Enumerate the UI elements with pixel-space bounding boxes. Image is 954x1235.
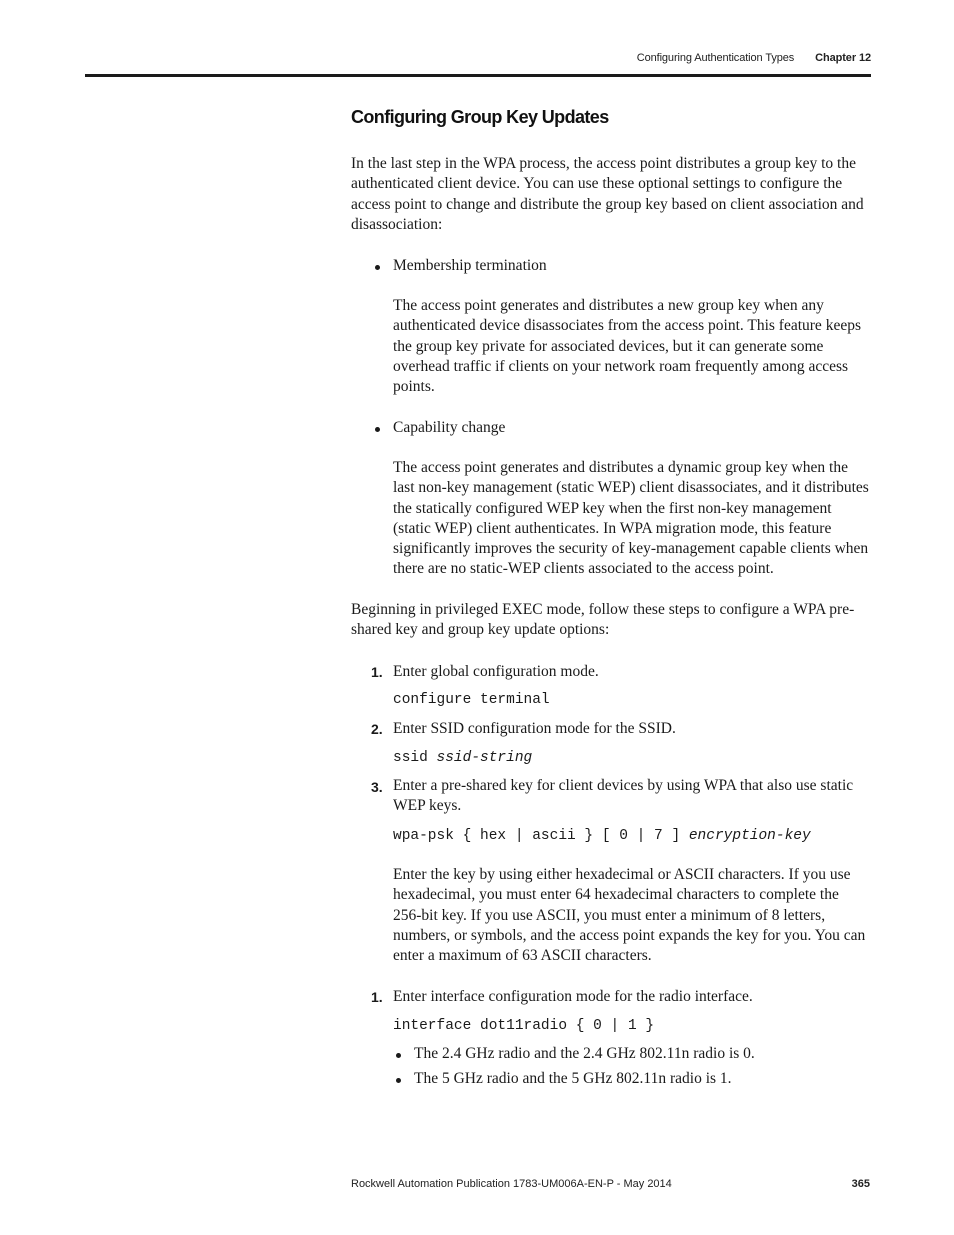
step-number: 1. <box>371 664 383 680</box>
command-keyword: wpa-psk { hex | ascii } [ 0 | 7 ] <box>393 828 689 844</box>
bullet-dot <box>375 265 380 270</box>
bullet-dot <box>396 1053 401 1058</box>
steps-intro-paragraph: Beginning in privileged EXEC mode, follow these steps to configure a WPA pre-shared key and group key update options: <box>351 601 855 639</box>
step-text: Enter SSID configuration mode for the SSID. <box>393 720 676 737</box>
page-number: 365 <box>851 1178 870 1190</box>
step-note: Enter the key by using either hexadecimal or ASCII characters. If you use hexadecimal, you must enter 64 hexadecimal characters to complete the 256-bit key. If you use ASCII, you must enter a minimum of 8 letters, numbers, or symbols, and the access point expands the key for you. You can enter a maximum of 63 ASCII characters. <box>393 866 866 965</box>
command-wpa-psk <box>393 826 811 846</box>
intro-paragraph: In the last step in the WPA process, the access point distributes a group key to the authenticated client device. You can use these optional settings to configure the access point to change and distribute the group key based on client association and disassociation: <box>351 155 864 233</box>
option-label-capability: Capability change <box>393 419 506 436</box>
command-argument: encryption-key <box>688 828 811 844</box>
header-section-title: Configuring Authentication Types <box>636 52 795 64</box>
section-title: Configuring Group Key Updates <box>351 107 609 127</box>
step-text: Enter global configuration mode. <box>393 663 599 680</box>
step-number: 2. <box>371 721 383 737</box>
header-rule <box>85 74 871 77</box>
header-chapter: Chapter 12 <box>815 52 871 64</box>
option-description-membership: The access point generates and distributes a new group key when any authenticated device disassociates from the access point. This feature keeps the group key private for associated devices, but it can generate some overhead traffic if clients on your network roam frequently among access points. <box>393 297 861 396</box>
bullet-dot <box>396 1078 401 1083</box>
command-keyword: ssid <box>393 750 437 766</box>
command-ssid <box>393 748 532 768</box>
sub-bullet-text: The 5 GHz radio and the 5 GHz 802.11n radio is 1. <box>414 1070 732 1087</box>
sub-bullet-text: The 2.4 GHz radio and the 2.4 GHz 802.11n radio is 0. <box>414 1045 755 1062</box>
running-header <box>637 52 871 64</box>
command-interface-dot11radio: interface dot11radio { 0 | 1 } <box>393 1018 655 1034</box>
option-description-capability: The access point generates and distributes a dynamic group key when the last non-key management (static WEP) client disassociates, and it distributes the statically configured WEP key when the first non-key management (static WEP) client authenticates. In WPA migration mode, this feature significantly improves the security of key-management capable clients when there are no static-WEP clients associated to the access point. <box>393 459 869 578</box>
step-number: 1. <box>371 989 383 1005</box>
footer-publication: Rockwell Automation Publication 1783-UM006A-EN-P - May 2014 <box>351 1178 672 1190</box>
option-label-membership: Membership termination <box>393 257 547 274</box>
step-text: Enter interface configuration mode for the radio interface. <box>393 988 753 1005</box>
bullet-dot <box>375 427 380 432</box>
step-number: 3. <box>371 779 383 795</box>
command-argument: ssid-string <box>436 750 533 766</box>
step-text: Enter a pre-shared key for client devices by using WPA that also use static WEP keys. <box>393 777 854 815</box>
command-configure-terminal: configure terminal <box>393 692 550 708</box>
